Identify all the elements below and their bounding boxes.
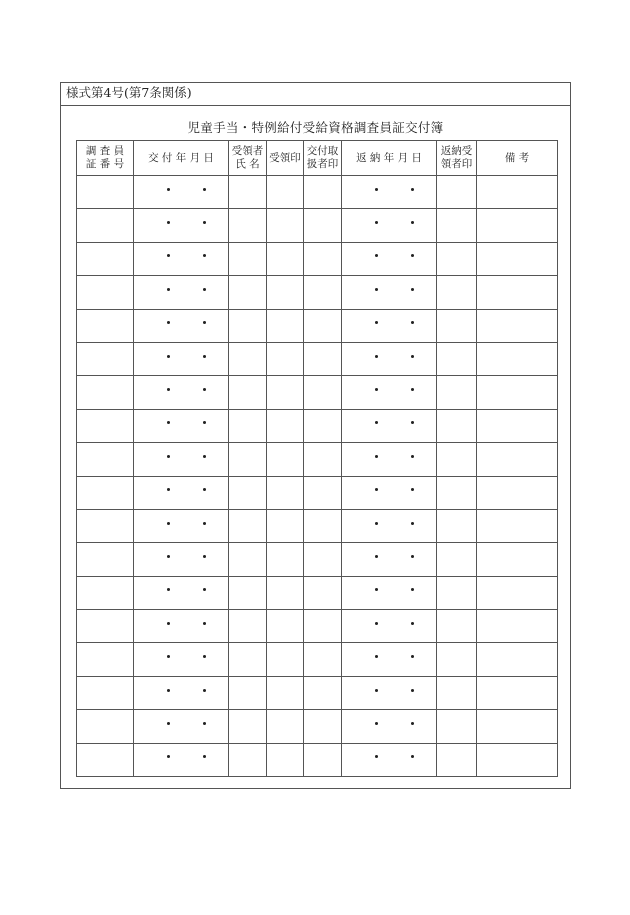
date-separator-dot (203, 722, 206, 725)
date-separator-dot (167, 221, 170, 224)
cell-issuer-seal[interactable] (304, 576, 342, 609)
table-row (77, 276, 558, 309)
form-number-label: 様式第4号(第7条関係) (66, 85, 192, 100)
cell-recipient-name[interactable] (229, 209, 267, 242)
cell-recipient-name[interactable] (229, 643, 267, 676)
date-separator-dots (153, 521, 209, 529)
cell-issue-date[interactable] (134, 476, 229, 509)
date-separator-dots (153, 454, 209, 462)
cell-recipient-name[interactable] (229, 409, 267, 442)
date-separator-dots (153, 420, 209, 428)
date-separator-dot (411, 488, 414, 491)
cell-remarks[interactable] (477, 209, 558, 242)
cell-issue-date[interactable] (134, 276, 229, 309)
cell-inspector-id[interactable] (77, 242, 134, 275)
cell-recipient-name[interactable] (229, 543, 267, 576)
cell-inspector-id[interactable] (77, 342, 134, 375)
date-separator-dot (167, 254, 170, 257)
table-row (77, 543, 558, 576)
cell-inspector-id[interactable] (77, 176, 134, 209)
date-separator-dots (361, 454, 417, 462)
date-separator-dots (361, 387, 417, 395)
date-separator-dots (361, 420, 417, 428)
cell-return-date[interactable] (342, 176, 437, 209)
cell-receipt-seal[interactable] (267, 743, 304, 776)
date-separator-dot (411, 188, 414, 191)
cell-receipt-seal[interactable] (267, 309, 304, 342)
date-separator-dot (203, 488, 206, 491)
cell-recipient-name[interactable] (229, 509, 267, 542)
date-separator-dot (411, 288, 414, 291)
cell-return-date[interactable] (342, 610, 437, 643)
cell-receipt-seal[interactable] (267, 710, 304, 743)
cell-recipient-name[interactable] (229, 376, 267, 409)
date-separator-dot (375, 755, 378, 758)
document-title: 児童手当・特例給付受給資格調査員証交付簿 (187, 120, 444, 135)
col-header-return-date (342, 141, 437, 176)
table-row (77, 610, 558, 643)
cell-return-seal[interactable] (437, 676, 477, 709)
date-separator-dot (411, 555, 414, 558)
cell-receipt-seal[interactable] (267, 242, 304, 275)
cell-issuer-seal[interactable] (304, 176, 342, 209)
date-separator-dot (203, 455, 206, 458)
cell-issuer-seal[interactable] (304, 710, 342, 743)
col-header-issuer-seal (304, 141, 342, 176)
date-separator-dot (375, 689, 378, 692)
date-separator-dot (375, 488, 378, 491)
date-separator-dots (153, 654, 209, 662)
cell-return-date[interactable] (342, 342, 437, 375)
date-separator-dot (167, 388, 170, 391)
cell-issue-date[interactable] (134, 242, 229, 275)
date-separator-dot (411, 689, 414, 692)
date-separator-dot (375, 622, 378, 625)
date-separator-dot (411, 388, 414, 391)
cell-issue-date[interactable] (134, 509, 229, 542)
cell-receipt-seal[interactable] (267, 576, 304, 609)
table-row (77, 443, 558, 476)
cell-return-seal[interactable] (437, 176, 477, 209)
date-separator-dot (203, 221, 206, 224)
date-separator-dot (375, 455, 378, 458)
col-header-inspector-id-line1: 調 査 員 (85, 145, 125, 157)
date-separator-dots (361, 587, 417, 595)
cell-return-date[interactable] (342, 376, 437, 409)
date-separator-dots (153, 487, 209, 495)
cell-issuer-seal[interactable] (304, 676, 342, 709)
date-separator-dots (361, 754, 417, 762)
col-header-receipt-seal (267, 141, 304, 176)
col-header-issue-date (134, 141, 229, 176)
cell-inspector-id[interactable] (77, 676, 134, 709)
table-row (77, 710, 558, 743)
cell-inspector-id[interactable] (77, 610, 134, 643)
cell-remarks[interactable] (477, 509, 558, 542)
cell-return-date[interactable] (342, 543, 437, 576)
cell-recipient-name[interactable] (229, 476, 267, 509)
cell-return-seal[interactable] (437, 476, 477, 509)
cell-issue-date[interactable] (134, 342, 229, 375)
cell-issue-date[interactable] (134, 676, 229, 709)
cell-issue-date[interactable] (134, 409, 229, 442)
cell-return-seal[interactable] (437, 710, 477, 743)
cell-return-seal[interactable] (437, 743, 477, 776)
cell-issuer-seal[interactable] (304, 543, 342, 576)
date-separator-dot (375, 421, 378, 424)
cell-receipt-seal[interactable] (267, 509, 304, 542)
cell-inspector-id[interactable] (77, 476, 134, 509)
cell-recipient-name[interactable] (229, 342, 267, 375)
cell-inspector-id[interactable] (77, 576, 134, 609)
header-row (77, 141, 558, 176)
date-separator-dot (375, 355, 378, 358)
date-separator-dots (361, 688, 417, 696)
date-separator-dot (203, 755, 206, 758)
cell-issue-date[interactable] (134, 309, 229, 342)
table-row (77, 209, 558, 242)
cell-return-seal[interactable] (437, 342, 477, 375)
date-separator-dots (153, 587, 209, 595)
cell-return-seal[interactable] (437, 309, 477, 342)
date-separator-dots (361, 320, 417, 328)
cell-return-date[interactable] (342, 276, 437, 309)
cell-return-seal[interactable] (437, 610, 477, 643)
cell-inspector-id[interactable] (77, 543, 134, 576)
cell-return-date[interactable] (342, 476, 437, 509)
cell-receipt-seal[interactable] (267, 409, 304, 442)
date-separator-dot (203, 689, 206, 692)
date-separator-dot (411, 421, 414, 424)
cell-recipient-name[interactable] (229, 676, 267, 709)
cell-receipt-seal[interactable] (267, 176, 304, 209)
cell-remarks[interactable] (477, 743, 558, 776)
col-header-remarks (477, 141, 558, 176)
cell-inspector-id[interactable] (77, 309, 134, 342)
cell-return-seal[interactable] (437, 276, 477, 309)
date-separator-dot (203, 655, 206, 658)
date-separator-dots (153, 220, 209, 228)
cell-remarks[interactable] (477, 176, 558, 209)
table-row (77, 643, 558, 676)
table-row (77, 576, 558, 609)
cell-remarks[interactable] (477, 610, 558, 643)
date-separator-dot (411, 321, 414, 324)
cell-return-seal[interactable] (437, 576, 477, 609)
cell-inspector-id[interactable] (77, 376, 134, 409)
date-separator-dot (411, 455, 414, 458)
date-separator-dot (411, 522, 414, 525)
cell-inspector-id[interactable] (77, 643, 134, 676)
cell-receipt-seal[interactable] (267, 676, 304, 709)
cell-remarks[interactable] (477, 276, 558, 309)
table-row (77, 743, 558, 776)
date-separator-dot (375, 522, 378, 525)
cell-issue-date[interactable] (134, 176, 229, 209)
date-separator-dot (375, 722, 378, 725)
col-header-inspector-id (77, 141, 134, 176)
date-separator-dot (203, 555, 206, 558)
cell-inspector-id[interactable] (77, 209, 134, 242)
date-separator-dot (167, 555, 170, 558)
date-separator-dot (411, 755, 414, 758)
date-separator-dots (153, 320, 209, 328)
cell-issue-date[interactable] (134, 710, 229, 743)
date-separator-dot (411, 221, 414, 224)
date-separator-dot (203, 188, 206, 191)
col-header-return-date-text: 返 納 年 月 日 (356, 151, 422, 164)
date-separator-dots (153, 253, 209, 261)
cell-return-date[interactable] (342, 242, 437, 275)
cell-receipt-seal[interactable] (267, 443, 304, 476)
form-frame (60, 82, 571, 789)
cell-issue-date[interactable] (134, 376, 229, 409)
cell-issue-date[interactable] (134, 743, 229, 776)
date-separator-dot (411, 355, 414, 358)
date-separator-dot (203, 622, 206, 625)
cell-return-date[interactable] (342, 710, 437, 743)
cell-issuer-seal[interactable] (304, 376, 342, 409)
date-separator-dot (203, 321, 206, 324)
cell-recipient-name[interactable] (229, 743, 267, 776)
date-separator-dot (167, 355, 170, 358)
date-separator-dot (167, 722, 170, 725)
col-header-return-seal (437, 141, 477, 176)
date-separator-dots (361, 354, 417, 362)
cell-receipt-seal[interactable] (267, 643, 304, 676)
date-separator-dots (153, 287, 209, 295)
cell-remarks[interactable] (477, 676, 558, 709)
cell-remarks[interactable] (477, 643, 558, 676)
date-separator-dot (203, 421, 206, 424)
cell-return-seal[interactable] (437, 443, 477, 476)
cell-issuer-seal[interactable] (304, 209, 342, 242)
cell-remarks[interactable] (477, 443, 558, 476)
cell-remarks[interactable] (477, 309, 558, 342)
cell-return-date[interactable] (342, 209, 437, 242)
date-separator-dots (361, 220, 417, 228)
cell-remarks[interactable] (477, 543, 558, 576)
col-header-issuer-seal-line2: 扱者印 (306, 158, 339, 170)
date-separator-dot (411, 655, 414, 658)
cell-issuer-seal[interactable] (304, 476, 342, 509)
date-separator-dot (375, 254, 378, 257)
col-header-issuer-seal-line1: 交付取 (306, 145, 339, 157)
cell-return-date[interactable] (342, 409, 437, 442)
cell-issuer-seal[interactable] (304, 409, 342, 442)
date-separator-dots (153, 354, 209, 362)
date-separator-dot (375, 655, 378, 658)
date-separator-dot (167, 689, 170, 692)
cell-issuer-seal[interactable] (304, 509, 342, 542)
ledger-body (77, 176, 558, 777)
date-separator-dot (203, 588, 206, 591)
date-separator-dot (167, 755, 170, 758)
col-header-recipient-name-line1: 受領者 (231, 145, 264, 157)
date-separator-dot (411, 588, 414, 591)
date-separator-dot (375, 221, 378, 224)
cell-issuer-seal[interactable] (304, 743, 342, 776)
cell-return-date[interactable] (342, 443, 437, 476)
cell-receipt-seal[interactable] (267, 342, 304, 375)
cell-remarks[interactable] (477, 376, 558, 409)
table-row (77, 409, 558, 442)
cell-receipt-seal[interactable] (267, 209, 304, 242)
cell-inspector-id[interactable] (77, 743, 134, 776)
date-separator-dots (153, 187, 209, 195)
col-header-return-seal-line1: 返納受 (440, 145, 473, 157)
date-separator-dot (375, 188, 378, 191)
cell-recipient-name[interactable] (229, 443, 267, 476)
col-header-issue-date-text: 交 付 年 月 日 (148, 151, 214, 164)
cell-inspector-id[interactable] (77, 710, 134, 743)
date-separator-dot (375, 588, 378, 591)
table-row (77, 176, 558, 209)
date-separator-dot (411, 622, 414, 625)
date-separator-dot (167, 588, 170, 591)
cell-inspector-id[interactable] (77, 443, 134, 476)
col-header-receipt-seal-text: 受領印 (269, 151, 301, 164)
date-separator-dots (361, 487, 417, 495)
table-row (77, 476, 558, 509)
date-separator-dot (411, 722, 414, 725)
date-separator-dot (167, 655, 170, 658)
cell-recipient-name[interactable] (229, 176, 267, 209)
table-row (77, 309, 558, 342)
issuance-ledger-table (76, 140, 558, 777)
date-separator-dots (361, 654, 417, 662)
cell-issuer-seal[interactable] (304, 242, 342, 275)
cell-receipt-seal[interactable] (267, 610, 304, 643)
cell-issue-date[interactable] (134, 209, 229, 242)
cell-remarks[interactable] (477, 576, 558, 609)
cell-issue-date[interactable] (134, 643, 229, 676)
cell-return-seal[interactable] (437, 242, 477, 275)
col-header-remarks-text: 備 考 (504, 151, 530, 164)
date-separator-dot (167, 421, 170, 424)
date-separator-dots (361, 287, 417, 295)
cell-receipt-seal[interactable] (267, 476, 304, 509)
cell-remarks[interactable] (477, 476, 558, 509)
header-divider (61, 105, 570, 106)
date-separator-dot (167, 188, 170, 191)
cell-inspector-id[interactable] (77, 276, 134, 309)
cell-issuer-seal[interactable] (304, 309, 342, 342)
date-separator-dot (167, 622, 170, 625)
cell-recipient-name[interactable] (229, 276, 267, 309)
cell-issuer-seal[interactable] (304, 276, 342, 309)
col-header-recipient-name (229, 141, 267, 176)
cell-recipient-name[interactable] (229, 309, 267, 342)
date-separator-dot (167, 522, 170, 525)
date-separator-dot (375, 388, 378, 391)
cell-issue-date[interactable] (134, 443, 229, 476)
table-row (77, 509, 558, 542)
date-separator-dot (167, 455, 170, 458)
date-separator-dot (203, 388, 206, 391)
cell-receipt-seal[interactable] (267, 543, 304, 576)
date-separator-dot (203, 254, 206, 257)
cell-return-seal[interactable] (437, 209, 477, 242)
date-separator-dot (375, 321, 378, 324)
cell-recipient-name[interactable] (229, 710, 267, 743)
date-separator-dots (153, 754, 209, 762)
date-separator-dot (375, 288, 378, 291)
cell-return-date[interactable] (342, 576, 437, 609)
date-separator-dot (203, 522, 206, 525)
table-row (77, 342, 558, 375)
cell-return-seal[interactable] (437, 509, 477, 542)
cell-return-date[interactable] (342, 509, 437, 542)
cell-issue-date[interactable] (134, 576, 229, 609)
cell-remarks[interactable] (477, 342, 558, 375)
cell-issuer-seal[interactable] (304, 610, 342, 643)
table-row (77, 376, 558, 409)
cell-return-seal[interactable] (437, 543, 477, 576)
table-row (77, 676, 558, 709)
date-separator-dots (361, 554, 417, 562)
table-row (77, 242, 558, 275)
col-header-return-seal-line2: 領者印 (440, 158, 473, 170)
cell-issuer-seal[interactable] (304, 342, 342, 375)
cell-remarks[interactable] (477, 409, 558, 442)
cell-return-date[interactable] (342, 676, 437, 709)
col-header-inspector-id-line2: 証 番 号 (85, 158, 125, 170)
date-separator-dot (203, 355, 206, 358)
cell-receipt-seal[interactable] (267, 376, 304, 409)
date-separator-dots (361, 521, 417, 529)
cell-return-seal[interactable] (437, 376, 477, 409)
cell-inspector-id[interactable] (77, 409, 134, 442)
date-separator-dot (167, 288, 170, 291)
date-separator-dots (361, 187, 417, 195)
cell-return-date[interactable] (342, 643, 437, 676)
date-separator-dots (153, 387, 209, 395)
date-separator-dot (411, 254, 414, 257)
cell-remarks[interactable] (477, 710, 558, 743)
date-separator-dots (153, 688, 209, 696)
cell-issue-date[interactable] (134, 610, 229, 643)
date-separator-dots (361, 621, 417, 629)
date-separator-dots (153, 721, 209, 729)
date-separator-dot (167, 488, 170, 491)
cell-issuer-seal[interactable] (304, 443, 342, 476)
date-separator-dots (361, 721, 417, 729)
col-header-recipient-name-line2: 氏 名 (235, 158, 260, 170)
cell-return-date[interactable] (342, 309, 437, 342)
cell-issue-date[interactable] (134, 543, 229, 576)
date-separator-dots (153, 554, 209, 562)
cell-inspector-id[interactable] (77, 509, 134, 542)
cell-recipient-name[interactable] (229, 610, 267, 643)
cell-recipient-name[interactable] (229, 576, 267, 609)
cell-remarks[interactable] (477, 242, 558, 275)
cell-recipient-name[interactable] (229, 242, 267, 275)
cell-return-date[interactable] (342, 743, 437, 776)
date-separator-dots (361, 253, 417, 261)
date-separator-dots (153, 621, 209, 629)
date-separator-dot (203, 288, 206, 291)
cell-return-seal[interactable] (437, 643, 477, 676)
cell-return-seal[interactable] (437, 409, 477, 442)
cell-issuer-seal[interactable] (304, 643, 342, 676)
cell-receipt-seal[interactable] (267, 276, 304, 309)
date-separator-dot (375, 555, 378, 558)
date-separator-dot (167, 321, 170, 324)
